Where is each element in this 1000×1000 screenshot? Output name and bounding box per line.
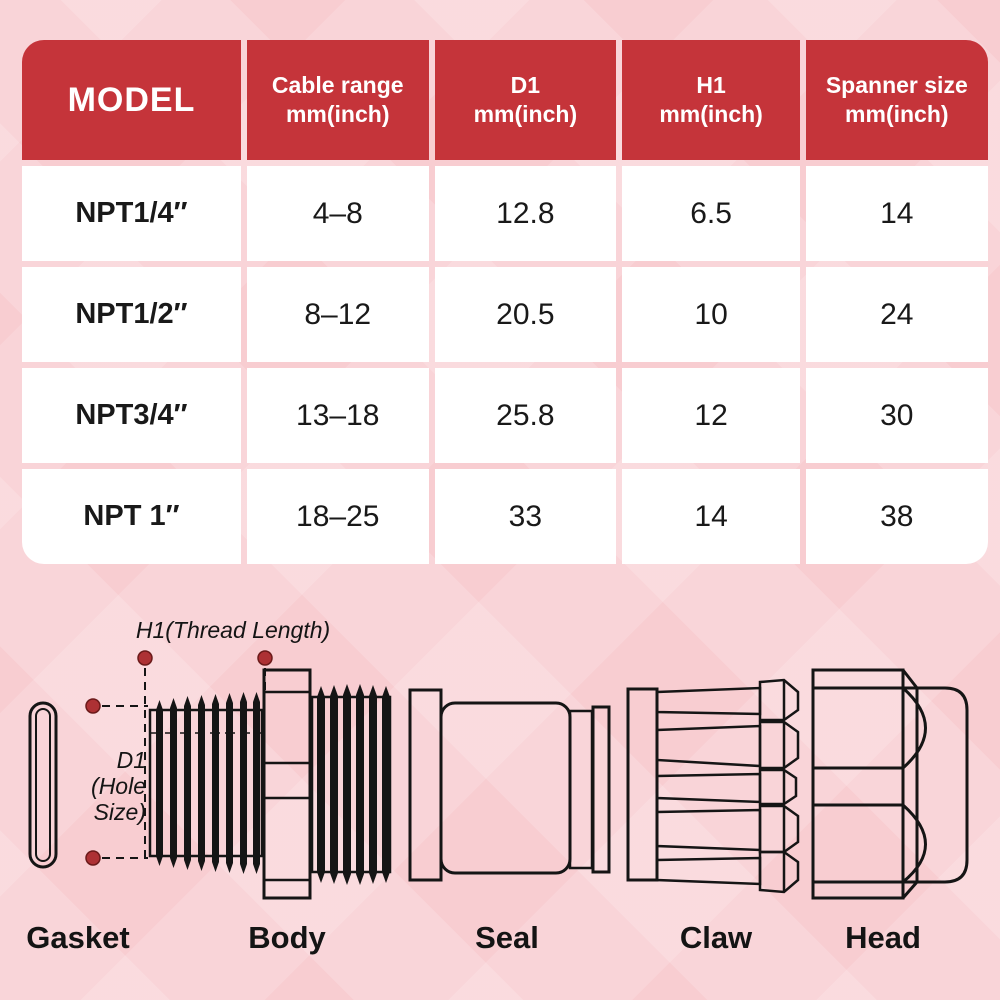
spec-table — [22, 40, 978, 564]
part-label-seal: Seal — [475, 920, 539, 955]
seal-drawing — [410, 690, 609, 880]
header-cell-d1 — [435, 40, 617, 160]
table-cell: 13–18 — [247, 368, 429, 463]
d1-dimension-label — [36, 748, 146, 825]
table-cell: 6.5 — [622, 166, 800, 261]
table-cell: 14 — [806, 166, 988, 261]
head-drawing — [813, 670, 967, 898]
header-title: Spanner size — [825, 72, 968, 99]
header-cell-model — [22, 40, 241, 160]
part-label-body: Body — [248, 920, 326, 955]
body-drawing — [150, 670, 390, 898]
table-cell: 14 — [622, 469, 800, 564]
table-cell: 33 — [435, 469, 617, 564]
header-title: MODEL — [67, 80, 196, 119]
d1-label-line2: (Hole Size) — [91, 772, 146, 825]
header-subtitle: mm(inch) — [285, 101, 390, 127]
part-label-claw: Claw — [679, 920, 753, 955]
header-subtitle: mm(inch) — [845, 101, 949, 127]
part-label-head: Head — [845, 920, 921, 955]
part-label-gasket: Gasket — [26, 920, 130, 955]
table-cell: 12.8 — [435, 166, 617, 261]
table-cell: 10 — [622, 267, 800, 362]
table-cell-model: NPT1/4″ — [22, 166, 241, 261]
table-cell: 4–8 — [247, 166, 429, 261]
header-title: H1 — [696, 72, 726, 99]
table-cell-model: NPT 1″ — [22, 469, 241, 564]
table-cell-model: NPT3/4″ — [22, 368, 241, 463]
table-cell: 30 — [806, 368, 988, 463]
table-cell: 18–25 — [247, 469, 429, 564]
table-cell: 25.8 — [435, 368, 617, 463]
claw-drawing — [628, 680, 798, 892]
header-title: Cable range — [271, 72, 404, 99]
table-cell: 8–12 — [247, 267, 429, 362]
header-cell-cable-range — [247, 40, 429, 160]
h1-dimension-label: H1(Thread Length) — [135, 617, 331, 643]
header-title: D1 — [510, 72, 541, 99]
header-subtitle: mm(inch) — [473, 101, 578, 127]
table-cell: 20.5 — [435, 267, 617, 362]
table-cell: 38 — [806, 469, 988, 564]
table-cell-model: NPT1/2″ — [22, 267, 241, 362]
header-cell-spanner-size — [806, 40, 988, 160]
header-cell-h1 — [622, 40, 800, 160]
table-cell: 24 — [806, 267, 988, 362]
d1-label-line1: D1 — [116, 747, 146, 773]
table-cell: 12 — [622, 368, 800, 463]
header-subtitle: mm(inch) — [659, 101, 763, 127]
